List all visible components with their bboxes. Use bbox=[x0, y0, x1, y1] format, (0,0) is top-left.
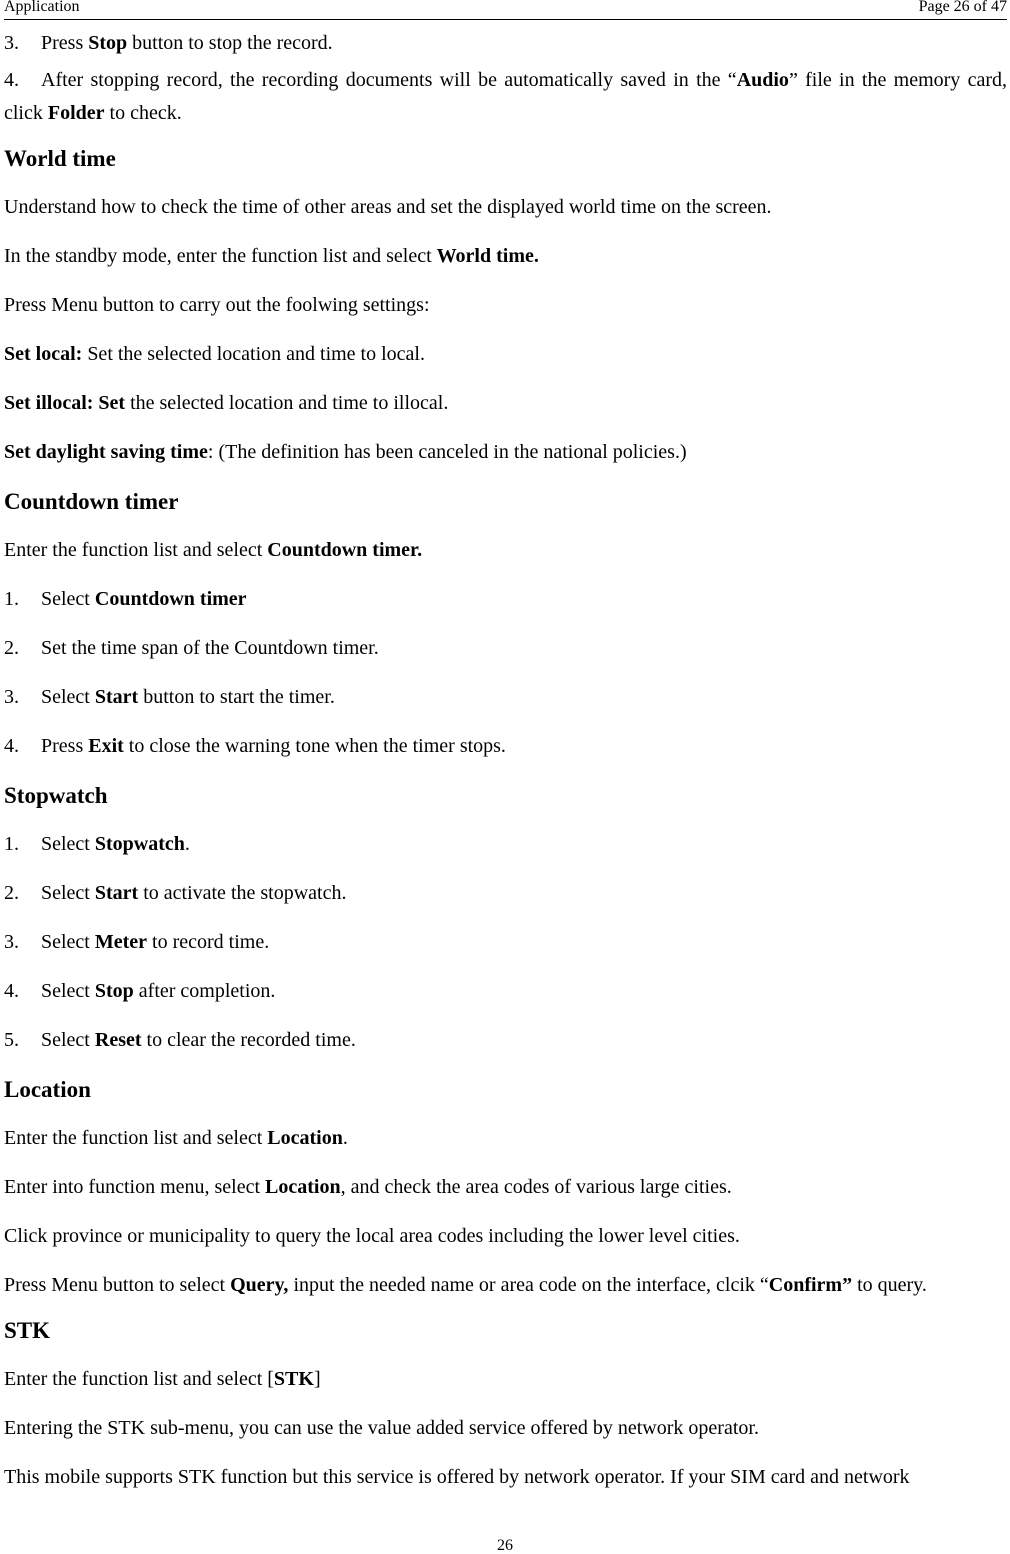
list-item: 4. After stopping record, the recording documents will be automatically saved in the “Audio” file in the memory card, click Folder to check. bbox=[4, 69, 1007, 124]
section-heading-countdown-timer: Countdown timer bbox=[4, 489, 179, 514]
list-item: 1. Select Countdown timer bbox=[4, 588, 247, 610]
list-item: 3. Select Meter to record time. bbox=[4, 931, 270, 953]
page-number: 26 bbox=[497, 1537, 513, 1554]
list-item: 2. Set the time span of the Countdown timer. bbox=[4, 637, 379, 659]
header-page-counter: Page 26 of 47 bbox=[918, 0, 1007, 15]
paragraph: Set local: Set the selected location and time to local. bbox=[4, 343, 425, 365]
paragraph: Enter the function list and select Countdown timer. bbox=[4, 539, 423, 561]
page-header bbox=[4, 0, 1007, 20]
paragraph: Set daylight saving time: (The definition has been canceled in the national policies.) bbox=[4, 441, 687, 463]
paragraph: Set illocal: Set the selected location and time to illocal. bbox=[4, 392, 449, 414]
section-heading-world-time: World time bbox=[4, 146, 116, 171]
section-heading-stopwatch: Stopwatch bbox=[4, 783, 108, 808]
list-item: 5. Select Reset to clear the recorded time. bbox=[4, 1029, 356, 1051]
paragraph: Understand how to check the time of other areas and set the displayed world time on the screen. bbox=[4, 196, 772, 218]
paragraph: Enter into function menu, select Location, and check the area codes of various large cities. bbox=[4, 1176, 732, 1198]
header-title: Application bbox=[4, 0, 80, 15]
list-item: 4. Press Exit to close the warning tone when the timer stops. bbox=[4, 735, 506, 757]
section-heading-stk: STK bbox=[4, 1318, 51, 1343]
list-item: 3. Select Start button to start the timer. bbox=[4, 686, 335, 708]
paragraph: In the standby mode, enter the function list and select World time. bbox=[4, 245, 539, 267]
list-item: 4. Select Stop after completion. bbox=[4, 980, 276, 1002]
paragraph: Click province or municipality to query the local area codes including the lower level cities. bbox=[4, 1225, 740, 1247]
paragraph: Entering the STK sub-menu, you can use the value added service offered by network operator. bbox=[4, 1417, 759, 1439]
list-item: 3. Press Stop button to stop the record. bbox=[4, 32, 333, 54]
paragraph: Enter the function list and select Location. bbox=[4, 1127, 348, 1149]
document-body bbox=[4, 31, 1007, 1490]
paragraph: Press Menu button to select Query, input the needed name or area code on the interface, clcik “Confirm” to query. bbox=[4, 1274, 927, 1296]
section-heading-location: Location bbox=[4, 1077, 91, 1102]
paragraph: Press Menu button to carry out the foolwing settings: bbox=[4, 294, 430, 316]
list-item: 2. Select Start to activate the stopwatch. bbox=[4, 882, 347, 904]
list-item: 1. Select Stopwatch. bbox=[4, 833, 190, 855]
paragraph: This mobile supports STK function but this service is offered by network operator. If your SIM card and network bbox=[4, 1466, 910, 1488]
paragraph: Enter the function list and select [STK] bbox=[4, 1368, 321, 1390]
